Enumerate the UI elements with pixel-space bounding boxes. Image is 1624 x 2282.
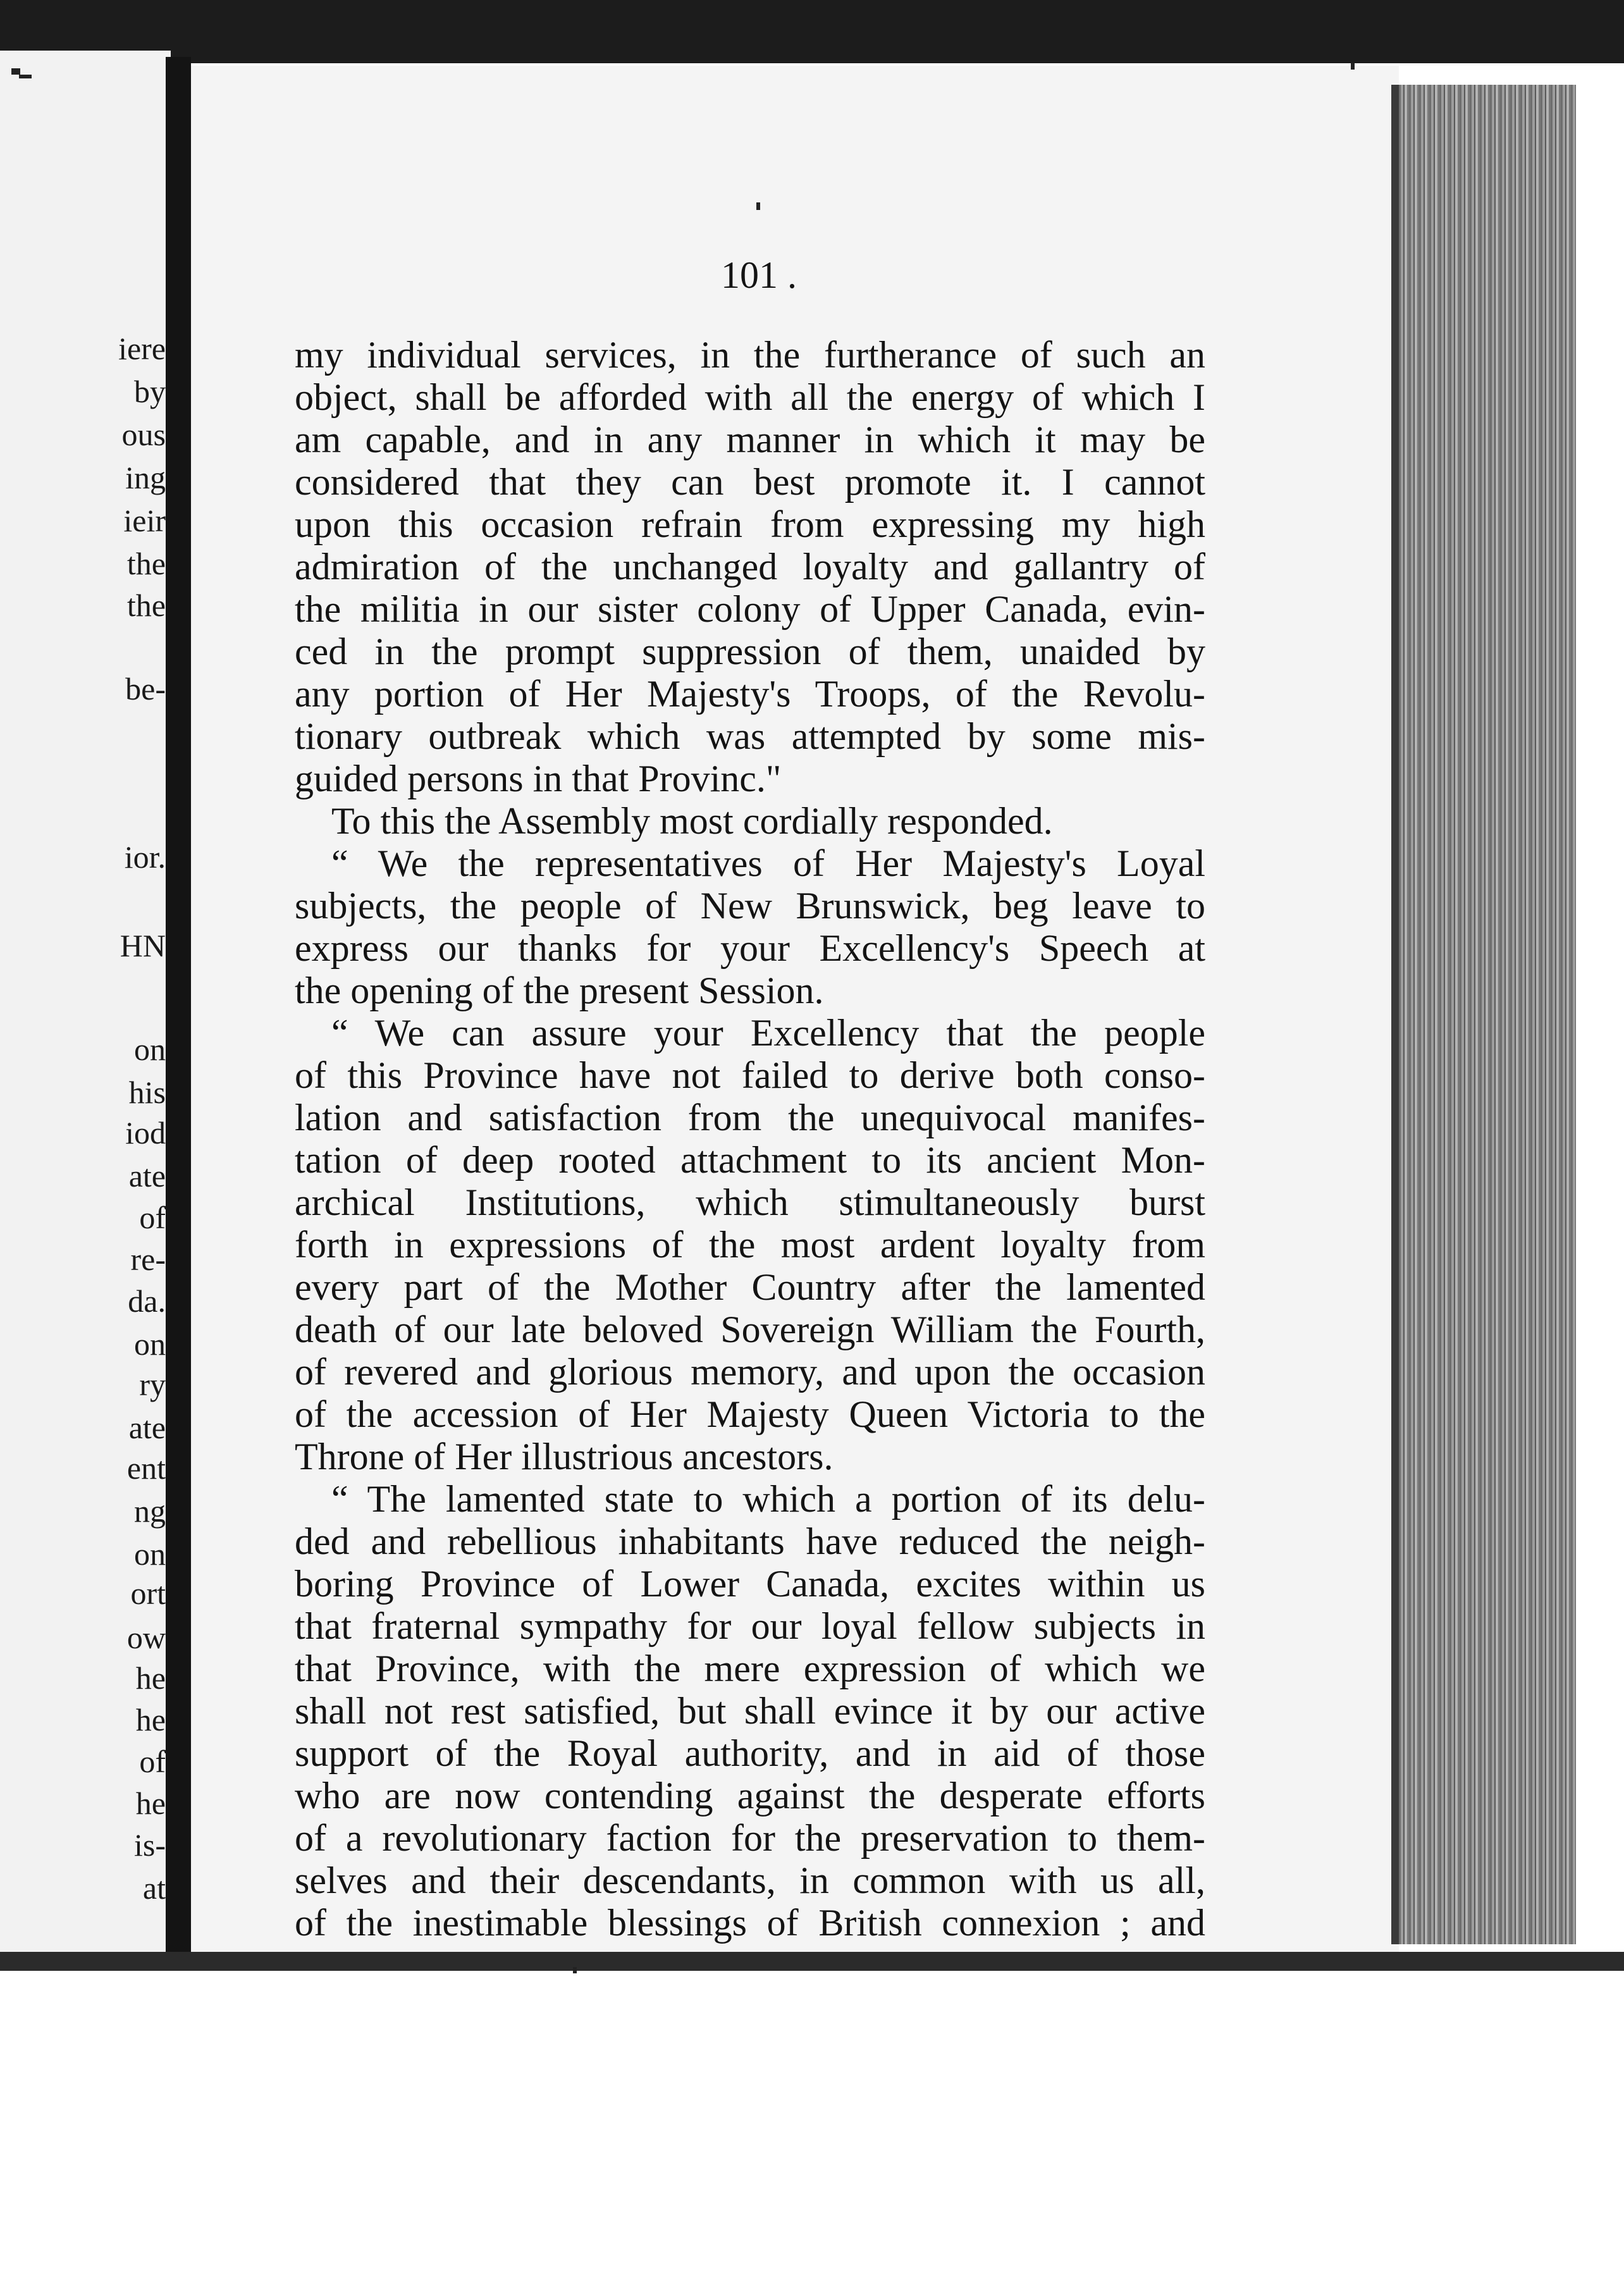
text-line: ced in the prompt suppression of them, unaided by (295, 631, 1205, 672)
left-page-fragment: HN (120, 928, 166, 963)
text-line: of a revolutionary faction for the preservation to them- (295, 1817, 1205, 1859)
left-page-fragment: ort (130, 1576, 166, 1611)
text-line: of the accession of Her Majesty Queen Victoria to the (295, 1393, 1205, 1435)
bottom-scan-shadow (0, 1952, 1624, 1971)
left-page-fragment: be- (125, 671, 166, 706)
text-line: guided persons in that Provinc." (295, 758, 782, 799)
left-page-fragment: ng (134, 1493, 166, 1529)
left-page-fragment: ry (139, 1367, 166, 1402)
left-page-fragment: of (139, 1744, 166, 1779)
text-line: that fraternal sympathy for our loyal fellow subjects in (295, 1605, 1205, 1647)
left-page-fragment: on (134, 1326, 166, 1362)
left-page-fragment: on (134, 1536, 166, 1572)
text-line: every part of the Mother Country after the lamented (295, 1266, 1205, 1308)
page-stack-edge (1399, 85, 1576, 1944)
text-line: who are now contending against the desperate efforts (295, 1775, 1205, 1816)
body-text (295, 334, 1205, 1944)
text-line: “ We can assure your Excellency that the people (331, 1012, 1205, 1054)
left-page-fragment: his (128, 1075, 166, 1110)
left-page-fragment: is- (134, 1827, 166, 1863)
left-page-fragment: by (134, 374, 166, 409)
text-line: any portion of Her Majesty's Troops, of the Revolu- (295, 673, 1205, 715)
left-page-fragment: ous (121, 417, 166, 452)
text-line: tionary outbreak which was attempted by some mis- (295, 715, 1205, 757)
text-line: shall not rest satisfied, but shall evince it by our active (295, 1690, 1205, 1732)
left-page-fragment: on (134, 1032, 166, 1067)
text-line: that Province, with the mere expression of which we (295, 1648, 1205, 1689)
text-line: Throne of Her illustrious ancestors. (295, 1436, 834, 1477)
left-page-fragment: ing (125, 460, 166, 495)
text-line: forth in expressions of the most ardent loyalty from (295, 1224, 1205, 1266)
text-line: “ We the representatives of Her Majesty's Loyal (331, 842, 1205, 884)
text-line: support of the Royal authority, and in aid of those (295, 1732, 1205, 1774)
speck (1351, 63, 1355, 70)
text-line: archical Institutions, which stimultaneously burst (295, 1181, 1205, 1223)
text-line: lation and satisfaction from the unequivocal manifes- (295, 1097, 1205, 1138)
text-line: death of our late beloved Sovereign William the Fourth, (295, 1309, 1205, 1350)
left-page-fragment: he (135, 1702, 166, 1737)
text-line: ded and rebellious inhabitants have reduced the neigh- (295, 1520, 1205, 1562)
left-page-fragment: he (135, 1786, 166, 1821)
text-line: my individual services, in the furtherance of such an (295, 334, 1205, 376)
left-page-fragment: at (142, 1870, 166, 1906)
page-number: 101 . (721, 254, 797, 296)
speck (19, 75, 32, 78)
text-line: the militia in our sister colony of Upper Canada, evin- (295, 588, 1205, 630)
text-line: upon this occasion refrain from expressing my high (295, 503, 1205, 545)
left-page-fragment: ow (126, 1620, 166, 1655)
speck (11, 68, 20, 75)
text-line: tation of deep rooted attachment to its ancient Mon- (295, 1139, 1205, 1181)
text-line: boring Province of Lower Canada, excites within us (295, 1563, 1205, 1605)
text-line: subjects, the people of New Brunswick, beg leave to (295, 885, 1205, 927)
text-line: object, shall be afforded with all the energy of which I (295, 376, 1205, 418)
left-page-fragment: ate (128, 1158, 166, 1193)
speck (756, 202, 760, 210)
text-line: of the inestimable blessings of British connexion ; and (295, 1902, 1205, 1944)
book-gutter (166, 57, 191, 1961)
text-line: of revered and glorious memory, and upon the occasion (295, 1351, 1205, 1393)
left-page-fragment: the (126, 546, 166, 581)
text-line: express our thanks for your Excellency's Speech at (295, 927, 1205, 969)
left-page-fragment: the (126, 588, 166, 623)
text-line: of this Province have not failed to derive both conso- (295, 1054, 1205, 1096)
text-line: considered that they can best promote it. I cannot (295, 461, 1205, 503)
text-line: selves and their descendants, in common with us all, (295, 1860, 1205, 1901)
text-line: the opening of the present Session. (295, 970, 824, 1011)
speck (573, 1967, 577, 1973)
left-page-fragment: of (139, 1200, 166, 1235)
text-line: am capable, and in any manner in which it may be (295, 419, 1205, 460)
left-page-fragment: ieir (123, 503, 166, 538)
left-page-fragment: ior. (124, 839, 166, 875)
text-line: admiration of the unchanged loyalty and gallantry of (295, 546, 1205, 588)
top-scan-shadow (0, 0, 1624, 63)
left-page-fragment: da. (128, 1283, 166, 1319)
text-line: To this the Assembly most cordially responded. (331, 800, 1053, 842)
left-page-fragment: ent (126, 1450, 166, 1486)
left-page-fragment: iod (125, 1115, 166, 1150)
left-page-fragment: he (135, 1660, 166, 1696)
left-page-fragment: re- (130, 1242, 166, 1277)
left-page-fragment: iere (118, 331, 166, 366)
text-line: “ The lamented state to which a portion of its delu- (331, 1478, 1205, 1520)
left-page-fragment: ate (128, 1410, 166, 1445)
